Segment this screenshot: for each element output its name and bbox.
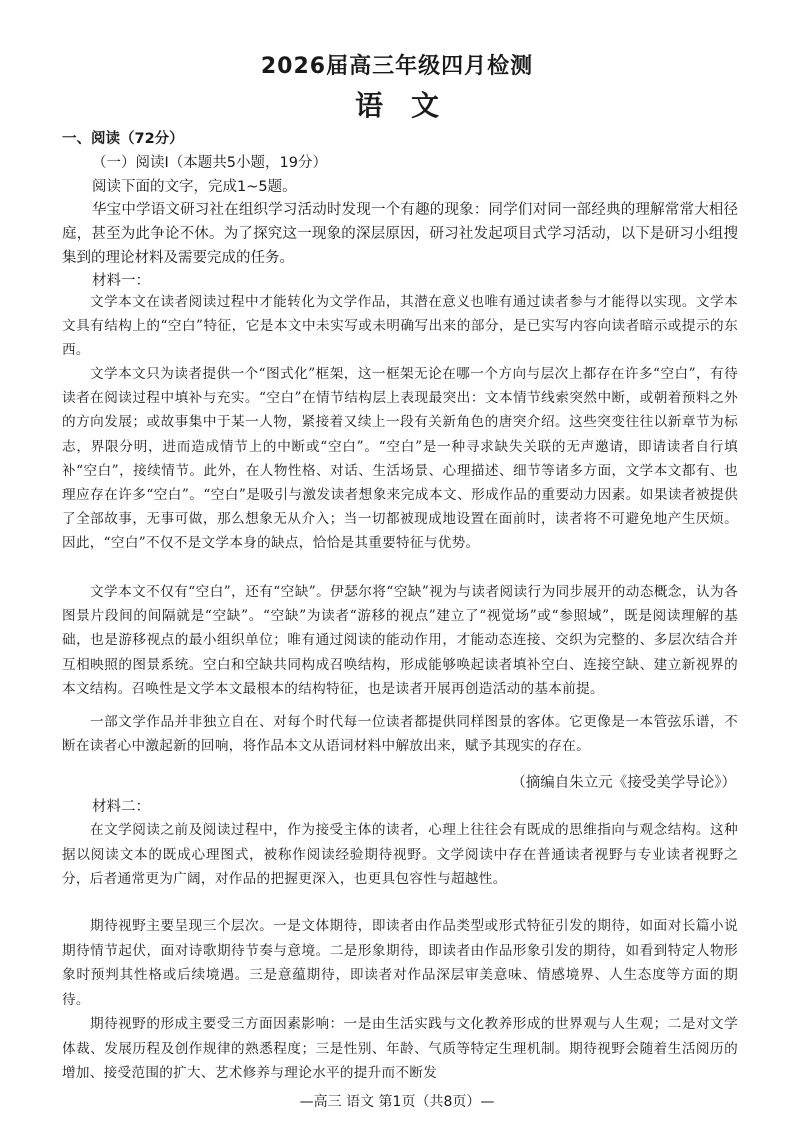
page-footer: —高三 语文 第1页（共8页）—	[299, 1094, 495, 1110]
material1-label: 材料一：	[92, 273, 150, 289]
material1-paragraph-2: 文学本文只为读者提供一个“图式化”框架，这一框架无论在哪一个方向与层次上都存在许多“空白”，有待读者在阅读过程中填补与充实。“空白”在情节结构层上表现最突出：文本情节线索突然中断，或朝着预料之外的方向发展；或故事集中于某一人物，紧接着又续上一段有关新角色的唐突介绍。这些突变往往以新章节为标志，界限分明，进而造成情节上的中断或“空白”。“空白”是一种寻求缺失关联的无声邀请，即请读者自行填补“空白”，接续情节。此外，在人物性格、对话、生活场景、心理描述、细节等诸多方面，文学本文都有、也理应存在许多“空白”。“空白”是吸引与激发读者想象来完成本文、形成作品的重要动力因素。如果读者被提供了全部故事，无事可做，那么想象无从介入；当一切都被现成地设置在面前时，读者将不可避免地产生厌烦。因此，“空白”不仅不是文学本身的缺点，恰恰是其重要特征与优势。	[62, 366, 738, 552]
material1-source: （摘编自朱立元《接受美学导论》）	[511, 775, 736, 791]
exam-title: 2026届高三年级四月检测	[260, 54, 534, 79]
sub-heading: （一）阅读Ⅰ（本题共5小题，19分）	[92, 155, 327, 171]
material1-paragraph-3: 文学本文不仅有“空白”，还有“空缺”。伊瑟尔将“空缺”视为与读者阅读行为同步展开的动态概念，认为各图景片段间的间隔就是“空缺”。“空缺”为读者“游移的视点”建立了“视觉场”或“参照域”，既是阅读理解的基础，也是游移视点的最小组织单位；唯有通过阅读的能动作用，才能动态连接、交织为完整的、多层次结合并互相映照的图景系统。空白和空缺共同构成召唤结构，形成能够唤起读者填补空白、连接空缺、建立新视界的本文结构。召唤性是文学本文最根本的结构特征，也是读者开展再创造活动的基本前提。	[62, 584, 738, 697]
material2-paragraph-3: 期待视野的形成主要受三方面因素影响：一是由生活实践与文化教养形成的世界观与人生观；二是对文学体裁、发展历程及创作规律的熟悉程度；三是性别、年龄、气质等特定生理机制。期待视野会随着生活阅历的增加、接受范围的扩大、艺术修养与理论水平的提升而不断发	[62, 1016, 738, 1082]
material2-label: 材料二：	[92, 799, 150, 815]
intro-paragraph: 华宝中学语文研习社在组织学习活动时发现一个有趣的现象：同学们对同一部经典的理解常常大相径庭，甚至为此争论不休。为了探究这一现象的深层原因，研习社发起项目式学习活动，以下是研习小组搜集到的理论材料及需要完成的任务。	[62, 202, 738, 266]
material1-paragraph-4: 一部文学作品并非独立自在、对每个时代每一位读者都提供同样图景的客体。它更像是一本管弦乐谱，不断在读者心中激起新的回响，将作品本文从语词材料中解放出来，赋予其现实的存在。	[62, 714, 738, 755]
material2-paragraph-2: 期待视野主要呈现三个层次。一是文体期待，即读者由作品类型或形式特征引发的期待，如面对长篇小说期待情节起伏，面对诗歌期待节奏与意境。二是形象期待，即读者由作品形象引发的期待，如看到特定人物形象时预判其性格或后续境遇。三是意蕴期待，即读者对作品深层审美意味、情感境界、人生态度等方面的期待。	[62, 918, 738, 1008]
instruction: 阅读下面的文字，完成1~5题。	[92, 179, 297, 195]
subject-title: 语 文	[354, 89, 439, 122]
section-heading: 一、阅读（72分）	[62, 131, 184, 147]
material2-paragraph-1: 在文学阅读之前及阅读过程中，作为接受主体的读者，心理上往往会有既成的思维指向与观念结构。这种据以阅读文本的既成心理图式，被称作阅读经验期待视野。文学阅读中存在普通读者视野与专业读者视野之分，后者通常更为广阔，对作品的把握更深入，也更具包容性与超越性。	[62, 822, 738, 888]
material1-paragraph-1: 文学本文在读者阅读过程中才能转化为文学作品，其潜在意义也唯有通过读者参与才能得以实现。文学本文具有结构上的“空白”特征，它是本文中未实写或未明确写出来的部分，是已实写内容向读者暗示或提示的东西。	[62, 294, 738, 359]
